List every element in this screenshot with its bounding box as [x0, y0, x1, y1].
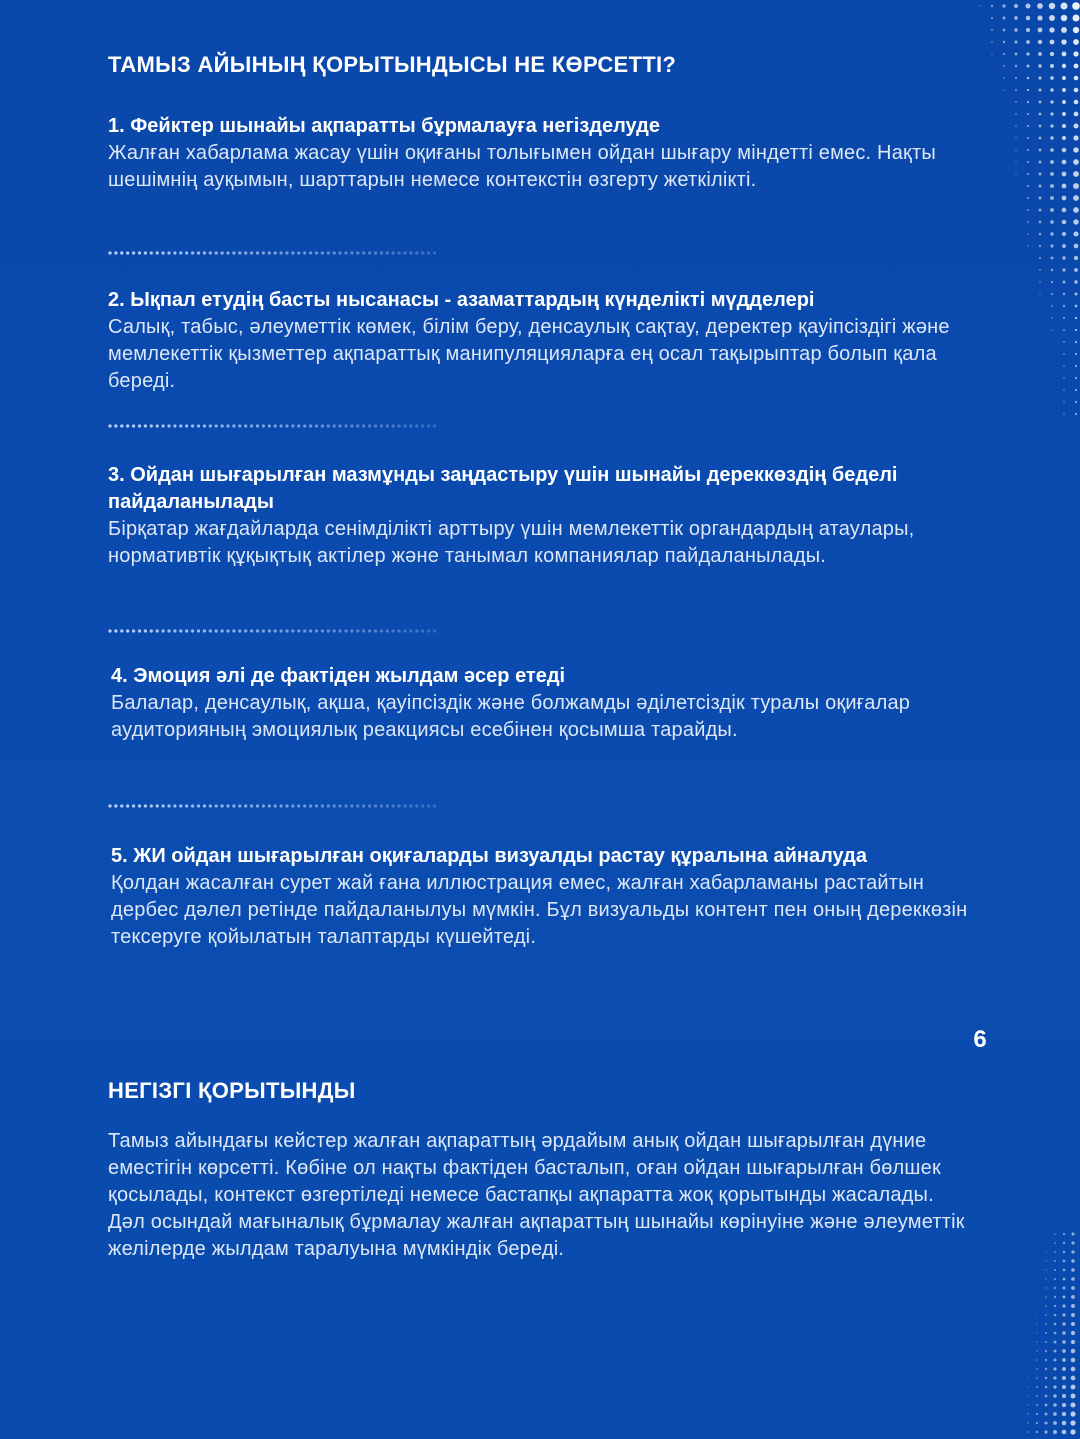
finding-body: Салық, табыс, әлеуметтік көмек, білім беру, денсаулық сақтау, деректер қауіпсіздігі және мемлекеттік қызметтер ақпараттық манипуляцияларға ең осал тақырыптар болып қала береді.	[108, 316, 950, 392]
finding-item-5	[111, 843, 981, 951]
dotted-divider	[108, 424, 438, 428]
finding-body: Жалған хабарлама жасау үшін оқиғаны толығымен ойдан шығару міндетті емес. Нақты шешімнің ауқымын, шарттарын немесе контекстін өзгерту жеткілікті.	[108, 142, 936, 191]
conclusion-paragraph: Дәл осындай мағыналық бұрмалау жалған ақпараттың шынайы көрінуіне және әлеуметтік желілерде жылдам таралуына мүмкіндік береді.	[108, 1211, 965, 1260]
finding-item-3	[108, 462, 978, 570]
finding-item-4	[111, 663, 981, 744]
conclusion-paragraph: Тамыз айындағы кейстер жалған ақпараттың әрдайым анық ойдан шығарылған дүние еместігін көрсетті. Көбіне ол нақты фактіден басталып, оған ойдан шығарылған бөлшек қосылады, контекст өзгертіледі немесе бастапқы ақпаратта жоқ қорытынды жасалады.	[108, 1130, 941, 1206]
finding-item-2	[108, 287, 978, 395]
conclusion-body	[108, 1128, 978, 1263]
finding-title: 3. Ойдан шығарылған мазмұнды заңдастыру үшін шынайы дереккөздің беделі пайдаланылады	[108, 464, 898, 513]
conclusion-title: НЕГІЗГІ ҚОРЫТЫНДЫ	[108, 1078, 356, 1103]
finding-title: 2. Ықпал етудің басты нысанасы - азаматтардың күнделікті мүдделері	[108, 289, 815, 311]
finding-title: 5. ЖИ ойдан шығарылған оқиғаларды визуалды растау құралына айналуда	[111, 845, 867, 867]
dotted-divider	[108, 251, 438, 255]
finding-body: Балалар, денсаулық, ақша, қауіпсіздік және болжамды әділетсіздік туралы оқиғалар аудиторияның эмоциялық реакциясы есебінен қосымша тарайды.	[111, 692, 911, 741]
finding-title: 4. Эмоция әлі де фактіден жылдам әсер етеді	[111, 665, 566, 687]
finding-body: Бірқатар жағдайларда сенімділікті арттыру үшін мемлекеттік органдардың атаулары, нормативтік құқықтық актілер және танымал компаниялар пайдаланылады.	[108, 518, 915, 567]
page-title: ТАМЫЗ АЙЫНЫҢ ҚОРЫТЫНДЫСЫ НЕ КӨРСЕТТІ?	[108, 52, 677, 77]
page-number: 6	[973, 1026, 987, 1053]
halftone-dots-decoration-bottom	[970, 1230, 1080, 1439]
dotted-divider	[108, 629, 438, 633]
finding-title: 1. Фейктер шынайы ақпаратты бұрмалауға негізделуде	[108, 115, 660, 137]
finding-body: Қолдан жасалған сурет жай ғана иллюстрация емес, жалған хабарламаны растайтын дербес дәлел ретінде пайдаланылуы мүмкін. Бұл визуальды контент пен оның дереккөзін тексеруге қойылатын талаптарды күшейтеді.	[111, 872, 968, 948]
dotted-divider	[108, 804, 438, 808]
finding-item-1	[108, 113, 978, 194]
